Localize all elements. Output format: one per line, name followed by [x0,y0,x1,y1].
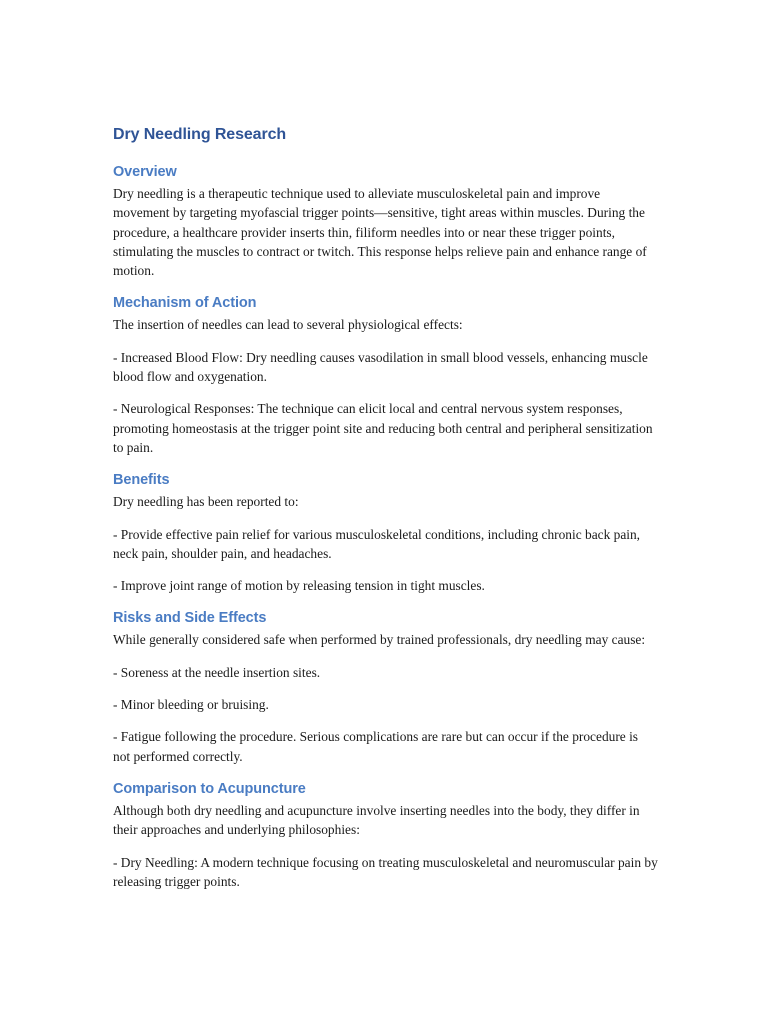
paragraph: Although both dry needling and acupuncture involve inserting needles into the body, they differ in their approaches and underlying philosophies: [113,802,640,838]
list-item: - Neurological Responses: The technique can elicit local and central nervous system responses, promoting homeostasis at the trigger point site and reducing both central and peripheral sensitization to pain. [113,401,653,455]
section-comparison-to-acupuncture [113,779,658,891]
list-item: - Improve joint range of motion by releasing tension in tight muscles. [113,578,485,594]
list-item: - Increased Blood Flow: Dry needling causes vasodilation in small blood vessels, enhancing muscle blood flow and oxygenation. [113,349,648,385]
document-title: Dry Needling Research [113,126,287,143]
list-item: - Fatigue following the procedure. Serious complications are rare but can occur if the procedure is not performed correctly. [113,729,639,764]
paragraph: The insertion of needles can lead to several physiological effects: [113,317,463,333]
section-heading-benefits: Benefits [113,472,170,489]
section-heading-comparison-to-acupuncture: Comparison to Acupuncture [113,780,306,797]
list-item: - Minor bleeding or bruising. [113,697,269,713]
section-heading-mechanism-of-action: Mechanism of Action [113,295,257,312]
list-item: - Dry Needling: A modern technique focusing on treating musculoskeletal and neuromuscular pain by releasing trigger points. [113,854,658,889]
section-mechanism-of-action [113,293,658,457]
section-heading-overview: Overview [113,164,177,180]
paragraph: Dry needling has been reported to: [113,494,299,510]
section-risks-and-side-effects [113,608,658,765]
document-page [113,124,658,904]
list-item: - Soreness at the needle insertion sites. [113,664,321,680]
section-benefits [113,470,658,595]
paragraph: Dry needling is a therapeutic technique used to alleviate musculoskeletal pain and improve movement by targeting myofascial trigger points—sensitive, tight areas within muscles. During the procedure, a healthcare provider inserts thin, filiform needles into or near these trigger points, stimulating the muscles to contract or twitch. This response helps relieve pain and enhance range of motion. [113,186,647,279]
section-overview [113,162,658,280]
paragraph: While generally considered safe when performed by trained professionals, dry needling may cause: [113,632,646,648]
list-item: - Provide effective pain relief for various musculoskeletal conditions, including chronic back pain, neck pain, shoulder pain, and headaches. [113,526,641,561]
section-heading-risks-and-side-effects: Risks and Side Effects [113,610,267,627]
